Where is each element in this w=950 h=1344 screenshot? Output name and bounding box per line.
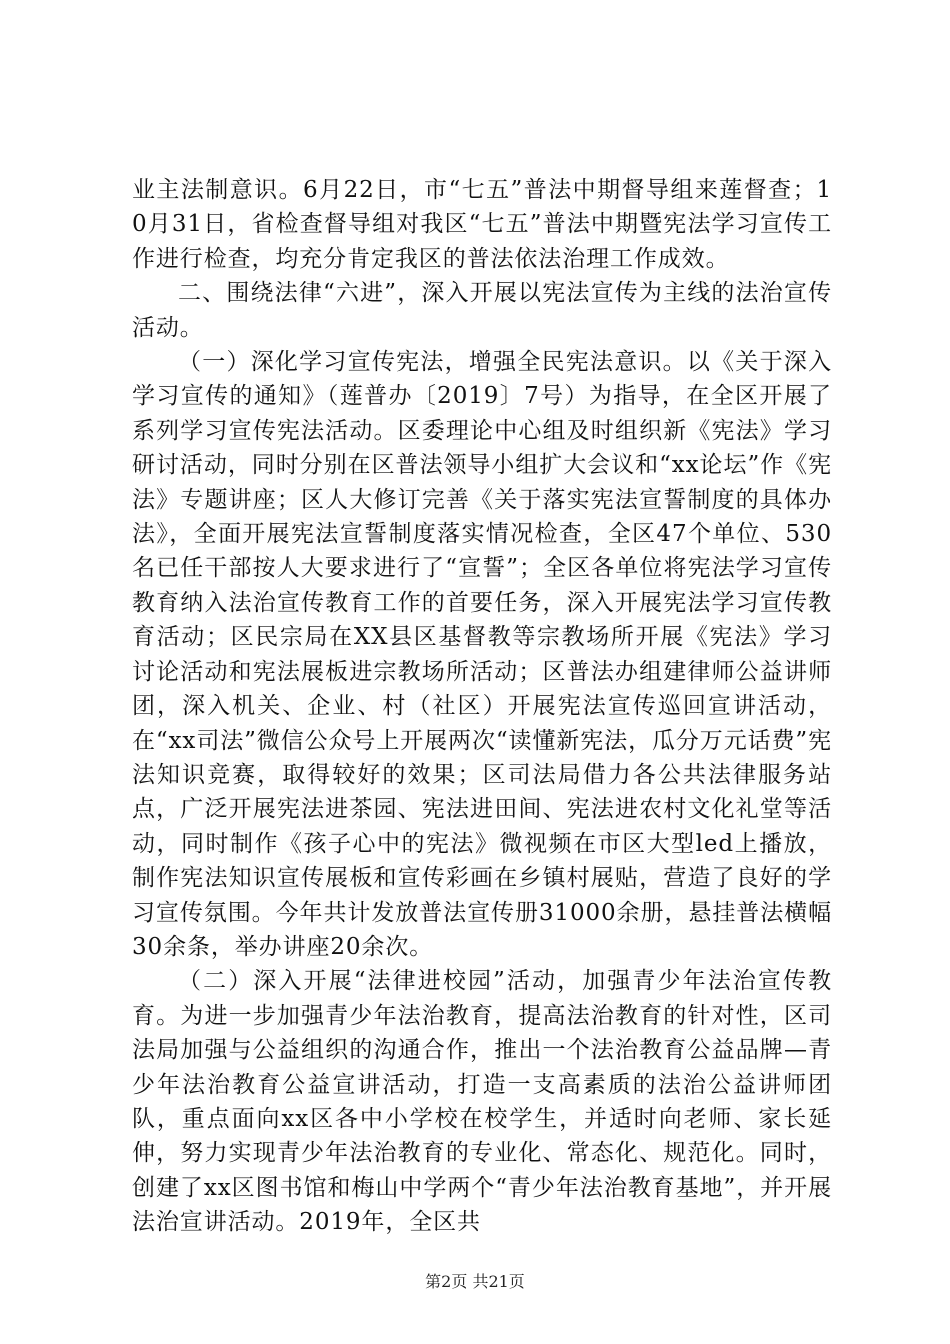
section-heading-two: 二、围绕法律“六进”，深入开展以宪法宣传为主线的法治宣传活动。 xyxy=(132,280,832,341)
document-body xyxy=(132,173,832,1240)
page-number-footer: 第2页 共21页 xyxy=(425,1272,525,1291)
paragraph-continuation: 业主法制意识。6月22日，市“七五”普法中期督导组来莲督查；10月31日，省检查督导组对我区“七五”普法中期暨宪法学习宣传工作进行检查，均充分肯定我区的普法依法治理工作成效。 xyxy=(132,177,832,272)
paragraph-law-into-campus: （二）深入开展“法律进校园”活动，加强青少年法治宣传教育。为进一步加强青少年法治教育，提高法治教育的针对性，区司法局加强与公益组织的沟通合作，推出一个法治教育公益品牌—青少年法治教育公益宣讲活动，打造一支高素质的法治公益讲师团队，重点面向xx区各中小学校在校学生，并适时向老师、家长延伸，努力实现青少年法治教育的专业化、常态化、规范化。同时，创建了xx区图书馆和梅山中学两个“青少年法治教育基地”，并开展法治宣讲活动。2019年，全区共 xyxy=(132,968,832,1236)
paragraph-constitution-study: （一）深化学习宣传宪法，增强全民宪法意识。以《关于深入学习宣传的通知》（莲普办〔2019〕7号）为指导，在全区开展了系列学习宣传宪法活动。区委理论中心组及时组织新《宪法》学习研讨活动，同时分别在区普法领导小组扩大会议和“xx论坛”作《宪法》专题讲座；区人大修订完善《关于落实宪法宣誓制度的具体办法》，全面开展宪法宣誓制度落实情况检查，全区47个单位、530名已任干部按人大要求进行了“宣誓”；全区各单位将宪法学习宣传教育纳入法治宣传教育工作的首要任务，深入开展宪法学习宣传教育活动；区民宗局在XX县区基督教等宗教场所开展《宪法》学习讨论活动和宪法展板进宗教场所活动；区普法办组建律师公益讲师团，深入机关、企业、村（社区）开展宪法宣传巡回宣讲活动，在“xx司法”微信公众号上开展两次“读懂新宪法，瓜分万元话费”宪法知识竞赛，取得较好的效果；区司法局借力各公共法律服务站点，广泛开展宪法进茶园、宪法进田间、宪法进农村文化礼堂等活动，同时制作《孩子心中的宪法》微视频在市区大型led上播放，制作宪法知识宣传展板和宣传彩画在乡镇村展贴，营造了良好的学习宣传氛围。今年共计发放普法宣传册31000余册，悬挂普法横幅30余条，举办讲座20余次。 xyxy=(132,349,832,960)
